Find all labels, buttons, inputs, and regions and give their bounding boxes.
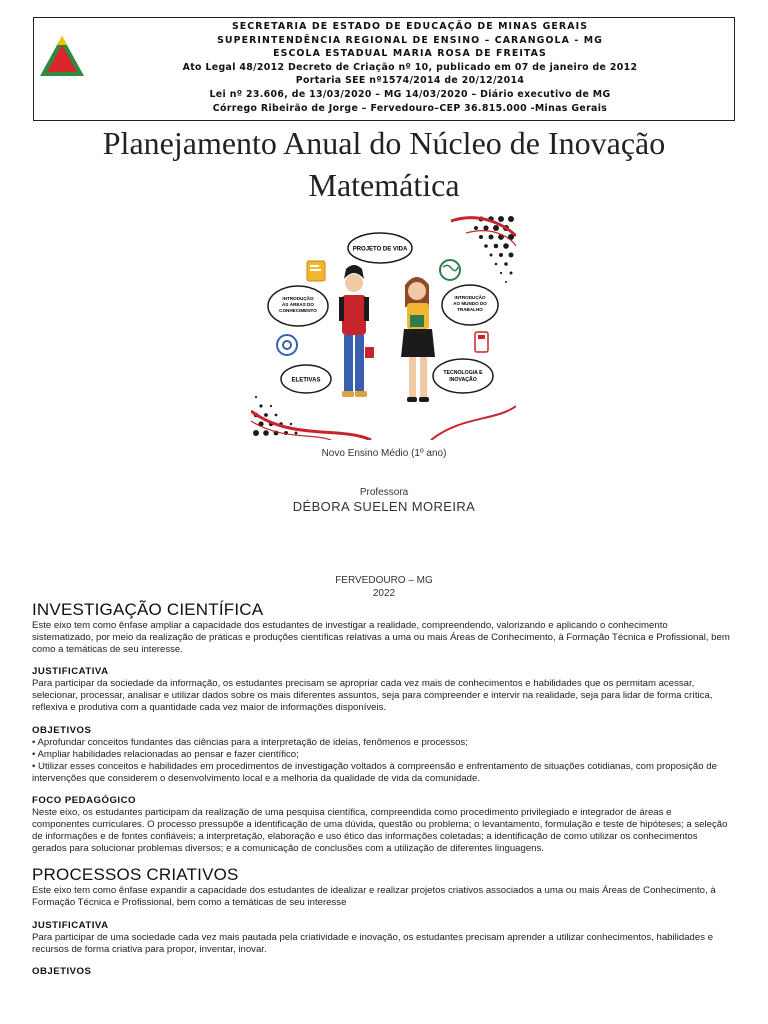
letterhead-line: SECRETARIA DE ESTADO DE EDUCAÇÃO DE MINAS GERAIS [231,21,589,32]
letterhead-text [94,20,726,115]
svg-text:INTRODUÇÃO: INTRODUÇÃO [282,296,314,301]
letterhead [33,17,735,121]
svg-text:ELETIVAS: ELETIVAS [291,377,321,384]
professor-label: Professora [359,487,409,498]
objetivo-item: • Ampliar habilidades relacionadas ao pensar e fazer científico; [32,749,730,761]
section-intro: Este eixo tem como ênfase ampliar a capacidade dos estudantes de investigar a realidade, compreendendo, valorizando e aplicando o conhecimento sistematizado, por meio da realização de práticas e produções científicas relativas a uma ou mais Áreas de Conhecimento, à Formação Técnica e Profissional, bem como a temáticas de seu interesse. [32,620,730,656]
bubble-areas-conhecimento [268,286,328,326]
justificativa-text: Para participar de uma sociedade cada vez mais pautada pela criatividade e inovação, os estudantes precisam aprender a utilizar conhecimentos, habilidades e recursos de forma criativa para propor, inventar, inovar. [32,931,714,955]
section-intro: Este eixo tem como ênfase expandir a capacidade dos estudantes de idealizar e realizar projetos criativos associados a uma ou mais Áreas de Conhecimento, à Formação Técnica e Profissional, bem como a temáticas de seu interesse [32,885,716,909]
objetivo-item: • Utilizar esses conceitos e habilidades em procedimentos de investigação voltados à compreensão e enfrentamento de situações cotidianas, com proposição de intervenções que considerem o desenvolvimento local e a melhoria da qualidade de vida da comunidade. [32,761,730,785]
section-heading: INVESTIGAÇÃO CIENTÍFICA [32,600,264,619]
document-body [32,600,730,978]
section-processos-criativos [32,865,730,977]
letterhead-line: SUPERINTENDÊNCIA REGIONAL DE ENSINO – CARANGOLA - MG [217,34,603,46]
letterhead-line: Portaria SEE nº1574/2014 de 20/12/2014 [295,75,525,87]
bubble-mundo-trabalho [442,285,498,325]
letterhead-line: Ato Legal 48/2012 Decreto de Criação nº 10, publicado em 07 de janeiro de 2012 [182,61,638,73]
bubble-projeto-de-vida [348,233,412,263]
bubble-tecnologia-inovacao [433,359,493,393]
city-label: FERVEDOURO – MG [335,575,433,586]
letterhead-line: Córrego Ribeirão de Jorge – Fervedouro–CEP 36.815.000 -Minas Gerais [212,102,608,114]
justificativa-text: Para participar da sociedade da informação, os estudantes precisam se apropriar cada vez mais de conhecimentos e habilidades que os permitam acessar, selecionar, processar, analisar e utilizar dados sobre os mais diferentes assuntos, seja para compreender e intervir na realidade, seja para lidar de forma crítica, reflexiva e produtiva com a quantidade cada vez maior de informações disponíveis. [32,678,713,714]
foco-text: Neste eixo, os estudantes participam da realização de uma pesquisa científica, compreendida como procedimento privilegiado e integrador de áreas e componentes curriculares. O processo pressupõe a identificação de uma dúvida, questão ou problema; o levantamento, formulação e teste de hipóteses; a seleção de informações e de fontes confiáveis; a interpretação, elaboração e uso ético das informações coletadas; a identificação de como utilizar os conhecimentos gerados para solucionar problemas diversos; e a comunicação de conclusões com a utilização de diferentes linguagens. [32,806,728,855]
svg-text:TRABALHO: TRABALHO [457,307,483,312]
objetivo-item: • Aprofundar conceitos fundantes das ciências para a interpretação de ideias, fenômenos e processos; [32,737,730,749]
letterhead-line: ESCOLA ESTADUAL MARIA ROSA DE FREITAS [273,48,547,60]
justificativa-heading: JUSTIFICATIVA [32,919,109,931]
svg-text:INTRODUÇÃO: INTRODUÇÃO [454,295,486,300]
logo-accent [57,36,67,45]
objetivos-heading: OBJETIVOS [32,724,92,736]
bubble-eletivas [281,365,331,393]
bubble-label: PROJETO DE VIDA [352,246,408,253]
document-title [0,122,768,206]
year-label: 2022 [372,588,396,599]
justificativa-heading: JUSTIFICATIVA [32,666,109,678]
professor-name: DÉBORA SUELEN MOREIRA [292,499,476,514]
foco-heading: FOCO PEDAGÓGICO [32,794,136,806]
letterhead-line: Lei nº 23.606, de 13/03/2020 – MG 14/03/2020 – Diário executivo de MG [209,88,611,100]
svg-text:INOVAÇÃO: INOVAÇÃO [449,377,477,383]
svg-text:TECNOLOGIA E: TECNOLOGIA E [443,370,483,376]
book-icon [307,261,325,281]
svg-text:AO MUNDO DO: AO MUNDO DO [453,301,487,306]
svg-text:CONHECIMENTO: CONHECIMENTO [279,308,317,313]
objetivos-heading: OBJETIVOS [32,965,92,977]
document-title-line: Matemática [308,167,460,203]
course-subtitle: Novo Ensino Médio (1º ano) [321,448,447,459]
section-heading: PROCESSOS CRIATIVOS [32,865,239,885]
svg-text:ÀS ÁREAS DO: ÀS ÁREAS DO [282,302,314,307]
state-triangle-logo [38,34,86,78]
cover-illustration [251,211,516,440]
section-investigacao [32,600,730,855]
document-title-line: Planejamento Anual do Núcleo de Inovação [102,125,666,161]
